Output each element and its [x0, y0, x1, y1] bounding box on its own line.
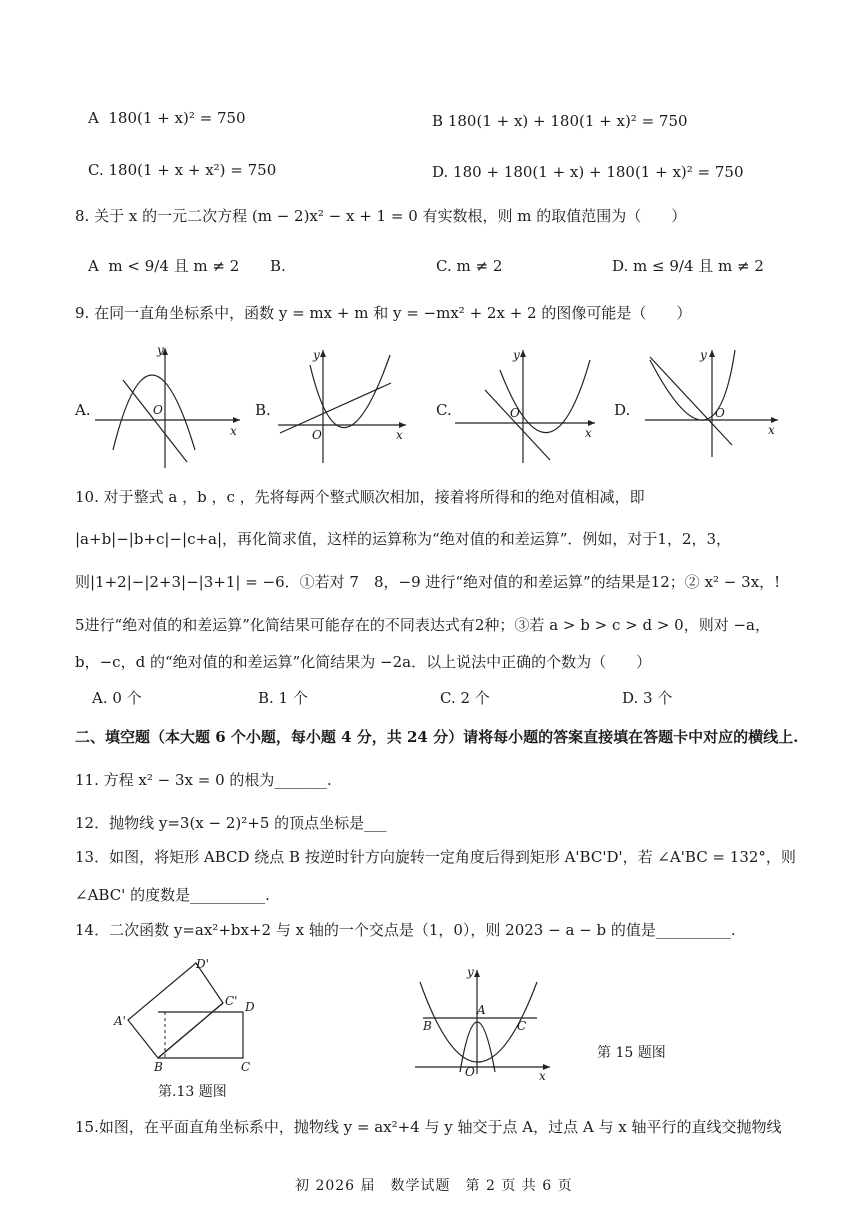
- q10-line-4: 5进行“绝对值的和差运算”化简结果可能存在的不同表达式有2种；③若 a > b > c > d > 0，则对 −a，: [75, 616, 770, 634]
- q12: 12．抛物线 y=3(x − 2)²+5 的顶点坐标是___: [75, 814, 387, 832]
- q8-stem: 8. 关于 x 的一元二次方程 (m − 2)x² − x + 1 = 0 有实数根，则 m 的取值范围为（ ）: [75, 207, 687, 225]
- fig13-label-d: D: [245, 1000, 255, 1014]
- fig13-label-c: C: [241, 1060, 251, 1074]
- q13-line-2: ∠ABC' 的度数是__________.: [75, 886, 270, 904]
- q13-line-1: 13．如图，将矩形 ABCD 绕点 B 按逆时针方向旋转一定角度后得到矩形 A'BC'D'，若 ∠A'BC = 132°，则: [75, 848, 796, 866]
- q10-line-3: 则|1+2|−|2+3|−|3+1| = −6．①若对 7 8，−9 进行“绝对值的和差运算”的结果是12；② x² − 3x，!: [75, 573, 781, 591]
- q8-option-b: B.: [270, 257, 286, 275]
- q10-option-a: A. 0 个: [92, 689, 142, 707]
- q9a-x-label: x: [230, 424, 237, 438]
- q9a-y-label: y: [157, 343, 164, 357]
- fig15-label-c: C: [517, 1019, 527, 1033]
- q8-option-a: A m < 9/4 且 m ≠ 2: [88, 257, 240, 275]
- q9b-x-label: x: [396, 428, 403, 442]
- q9c-origin-label: O: [510, 406, 520, 420]
- q8-option-d: D. m ≤ 9/4 且 m ≠ 2: [612, 257, 764, 275]
- q9-graph-a: [95, 340, 245, 470]
- section-2-heading: 二、填空题（本大题 6 个小题，每小题 4 分，共 24 分）请将每小题的答案直接填在答题卡中对应的横线上.: [75, 728, 799, 746]
- fig13-label-a-prime: A': [114, 1014, 126, 1028]
- q10-option-b: B. 1 个: [258, 689, 308, 707]
- fig15-label-o: O: [465, 1065, 475, 1079]
- page-footer: 初 2026 届 数学试题 第 2 页 共 6 页: [295, 1178, 573, 1194]
- q11: 11. 方程 x² − 3x = 0 的根为_______.: [75, 771, 332, 789]
- q9c-y-label: y: [513, 348, 520, 362]
- q7-option-a: A 180(1 + x)² = 750: [88, 109, 246, 127]
- fig13-caption: 第.13 题图: [158, 1084, 227, 1100]
- figure-13: [110, 955, 280, 1075]
- q9d-origin-label: O: [715, 406, 725, 420]
- q10-line-2: |a+b|−|b+c|−|c+a|，再化简求值，这样的运算称为“绝对值的和差运算”．例如，对于1，2，3，: [75, 530, 732, 548]
- q9-graph-d: [640, 345, 785, 465]
- fig13-label-b: B: [154, 1060, 163, 1074]
- q10-line-5: b，−c，d 的“绝对值的和差运算”化简结果为 −2a．以上说法中正确的个数为（ ）: [75, 653, 652, 671]
- fig13-label-d-prime: D': [196, 957, 209, 971]
- fig15-label-x: x: [539, 1069, 546, 1083]
- q7-option-c: C. 180(1 + x + x²) = 750: [88, 161, 277, 179]
- fig15-label-a: A: [477, 1003, 486, 1017]
- q9-graph-b: [278, 345, 413, 465]
- fig15-caption: 第 15 题图: [597, 1045, 666, 1061]
- q10-line-1: 10. 对于整式 a ，b ，c ，先将每两个整式顺次相加，接着将所得和的绝对值相减，即: [75, 488, 645, 506]
- q9-graph-c-label: C.: [436, 401, 452, 419]
- q9-graph-d-label: D.: [614, 401, 631, 419]
- q9d-y-label: y: [700, 348, 707, 362]
- fig13-label-c-prime: C': [225, 994, 238, 1008]
- q10-option-d: D. 3 个: [622, 689, 673, 707]
- q9-stem: 9. 在同一直角坐标系中，函数 y = mx + m 和 y = −mx² + 2x + 2 的图像可能是（ ）: [75, 304, 692, 322]
- q9d-x-label: x: [768, 423, 775, 437]
- q9c-x-label: x: [585, 426, 592, 440]
- fig15-label-y: y: [467, 965, 474, 979]
- q10-option-c: C. 2 个: [440, 689, 490, 707]
- fig15-label-b: B: [423, 1019, 432, 1033]
- q8-option-c: C. m ≠ 2: [436, 257, 503, 275]
- q15-stem: 15.如图，在平面直角坐标系中，抛物线 y = ax²+4 与 y 轴交于点 A，过点 A 与 x 轴平行的直线交抛物线: [75, 1118, 782, 1136]
- q7-option-d: D. 180 + 180(1 + x) + 180(1 + x)² = 750: [432, 163, 744, 181]
- q14: 14．二次函数 y=ax²+bx+2 与 x 轴的一个交点是（1，0），则 2023 − a − b 的值是__________.: [75, 921, 736, 939]
- q9-graph-b-label: B.: [255, 401, 271, 419]
- q9b-origin-label: O: [312, 428, 322, 442]
- q9b-y-label: y: [313, 348, 320, 362]
- q7-option-b: B 180(1 + x) + 180(1 + x)² = 750: [432, 112, 688, 130]
- q9-graph-c: [455, 345, 600, 465]
- q9-graph-a-label: A.: [75, 401, 91, 419]
- figure-15: [415, 962, 560, 1083]
- q9a-origin-label: O: [153, 403, 163, 417]
